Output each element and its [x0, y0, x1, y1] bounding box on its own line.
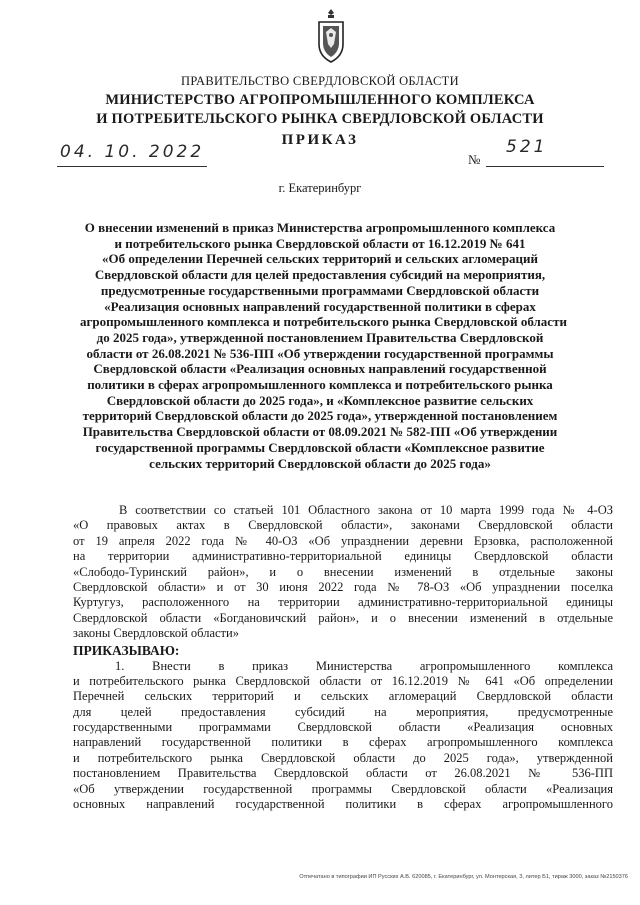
subject-line: Свердловской области «Реализация основных направлений государственной	[93, 361, 547, 377]
item1-line: для целей предоставления субсидий на мероприятия, предусмотренные	[73, 704, 613, 719]
item1-line: «Об утверждении государственной программы Свердловской области «Реализация	[73, 781, 613, 796]
preamble-line: от 19 апреля 2022 года № 40-ОЗ «Об упразднении деревни Ерзовка, расположенной	[73, 533, 613, 548]
government-name: ПРАВИТЕЛЬСТВО СВЕРДЛОВСКОЙ ОБЛАСТИ	[181, 74, 459, 88]
number-underline	[486, 166, 604, 167]
preamble-line: «Слободо-Туринский район», и о внесении изменений в отдельные законы	[73, 564, 613, 579]
subject-line: сельских территорий Свердловской области до 2025 года»	[149, 455, 491, 471]
preamble-line: «О правовых актах в Свердловской области», законами Свердловской области	[73, 518, 613, 533]
item1-line: основных направлений государственной политики в сферах агропромышленного	[73, 797, 613, 812]
item1-line: государственными программами Свердловской области «Реализация основных	[73, 720, 613, 735]
order-number: 521	[506, 137, 548, 157]
preamble-line: законы Свердловской области»	[73, 626, 239, 641]
date-underline	[57, 166, 207, 167]
subject-line: Свердловской области до 2025 года», и «Комплексное развитие сельских	[106, 392, 534, 408]
preamble-line: Свердловской области» и от 30 июня 2022 года № 78-ОЗ «Об упразднении поселка	[73, 579, 613, 594]
subject-line: Правительства Свердловской области от 08.09.2021 № 582-ПП «Об утверждении	[82, 424, 558, 440]
item1-line: 1. Внести в приказ Министерства агропромышленного комплекса	[115, 658, 613, 673]
ministry-name-line1: МИНИСТЕРСТВО АГРОПРОМЫШЛЕННОГО КОМПЛЕКСА	[105, 92, 535, 108]
subject-line: «Реализация основных направлений государственной политики в сферах	[104, 298, 536, 314]
subject-line: агропромышленного комплекса и потребительского рынка Свердловской области	[80, 314, 567, 330]
preamble-line: В соответствии со статьей 101 Областного закона от 10 марта 1999 года № 4-ОЗ	[119, 503, 613, 517]
item1-line: направлений государственной политики в сферах агропромышленного комплекса	[73, 735, 613, 750]
number-prefix: №	[468, 152, 481, 167]
item1-line: Перечней сельских территорий и сельских агломераций Свердловской области	[73, 689, 613, 704]
preamble-line: Свердловской области «Богдановичский район», и о внесении изменений в отдельные	[73, 610, 613, 625]
subject-line: Свердловской области для целей предоставления субсидий на мероприятия,	[94, 267, 546, 283]
item1-line: и потребительского рынка Свердловской области до 2025 года», утвержденной	[73, 750, 613, 765]
subject-line: предусмотренные государственными программами Свердловской области	[100, 282, 540, 298]
preamble-line: на территории административно-территориальной единицы Свердловской области	[73, 549, 613, 564]
subject-line: «Об определении Перечней сельских территорий и сельских агломераций	[101, 251, 539, 267]
ministry-name-line2: И ПОТРЕБИТЕЛЬСКОГО РЫНКА СВЕРДЛОВСКОЙ ОБЛАСТИ	[96, 111, 544, 127]
print-imprint: Отпечатано в типографии ИП Русских А.В. 620085, г. Екатеринбург, ул. Монтерская, 3, литер Б1, тираж 3000, заказ №2150376	[299, 874, 628, 880]
subject-line: области от 26.08.2021 № 536-ПП «Об утверждении государственной программы	[86, 345, 554, 361]
subject-line: политики в сферах агропромышленного комплекса и потребительского рынка	[87, 377, 553, 393]
orders-heading: ПРИКАЗЫВАЮ:	[73, 642, 180, 658]
item1-line: и потребительского рынка Свердловской области от 16.12.2019 № 641 «Об определении	[73, 673, 613, 688]
preamble-line: Куртугуз, расположенного на территории административно-территориальной единицы	[73, 595, 613, 610]
subject-line: государственной программы Свердловской области «Комплексное развитие	[95, 439, 545, 455]
order-date: 04. 10. 2022	[60, 142, 205, 162]
city: г. Екатеринбург	[278, 181, 362, 195]
subject-line: территорий Свердловской области до 2025 года», утвержденной постановлением	[82, 408, 558, 424]
coat-of-arms-icon	[316, 8, 346, 64]
subject-line: до 2025 года», утвержденной постановлением Правительства Свердловской	[96, 329, 544, 345]
order-subject	[80, 220, 567, 471]
item1-line: постановлением Правительства Свердловской области от 26.08.2021 № 536-ПП	[73, 766, 613, 781]
subject-line: и потребительского рынка Свердловской области от 16.12.2019 № 641	[114, 235, 526, 251]
document-type: ПРИКАЗ	[281, 132, 359, 148]
order-body	[73, 503, 613, 812]
subject-line: О внесении изменений в приказ Министерства агропромышленного комплекса	[84, 220, 556, 235]
